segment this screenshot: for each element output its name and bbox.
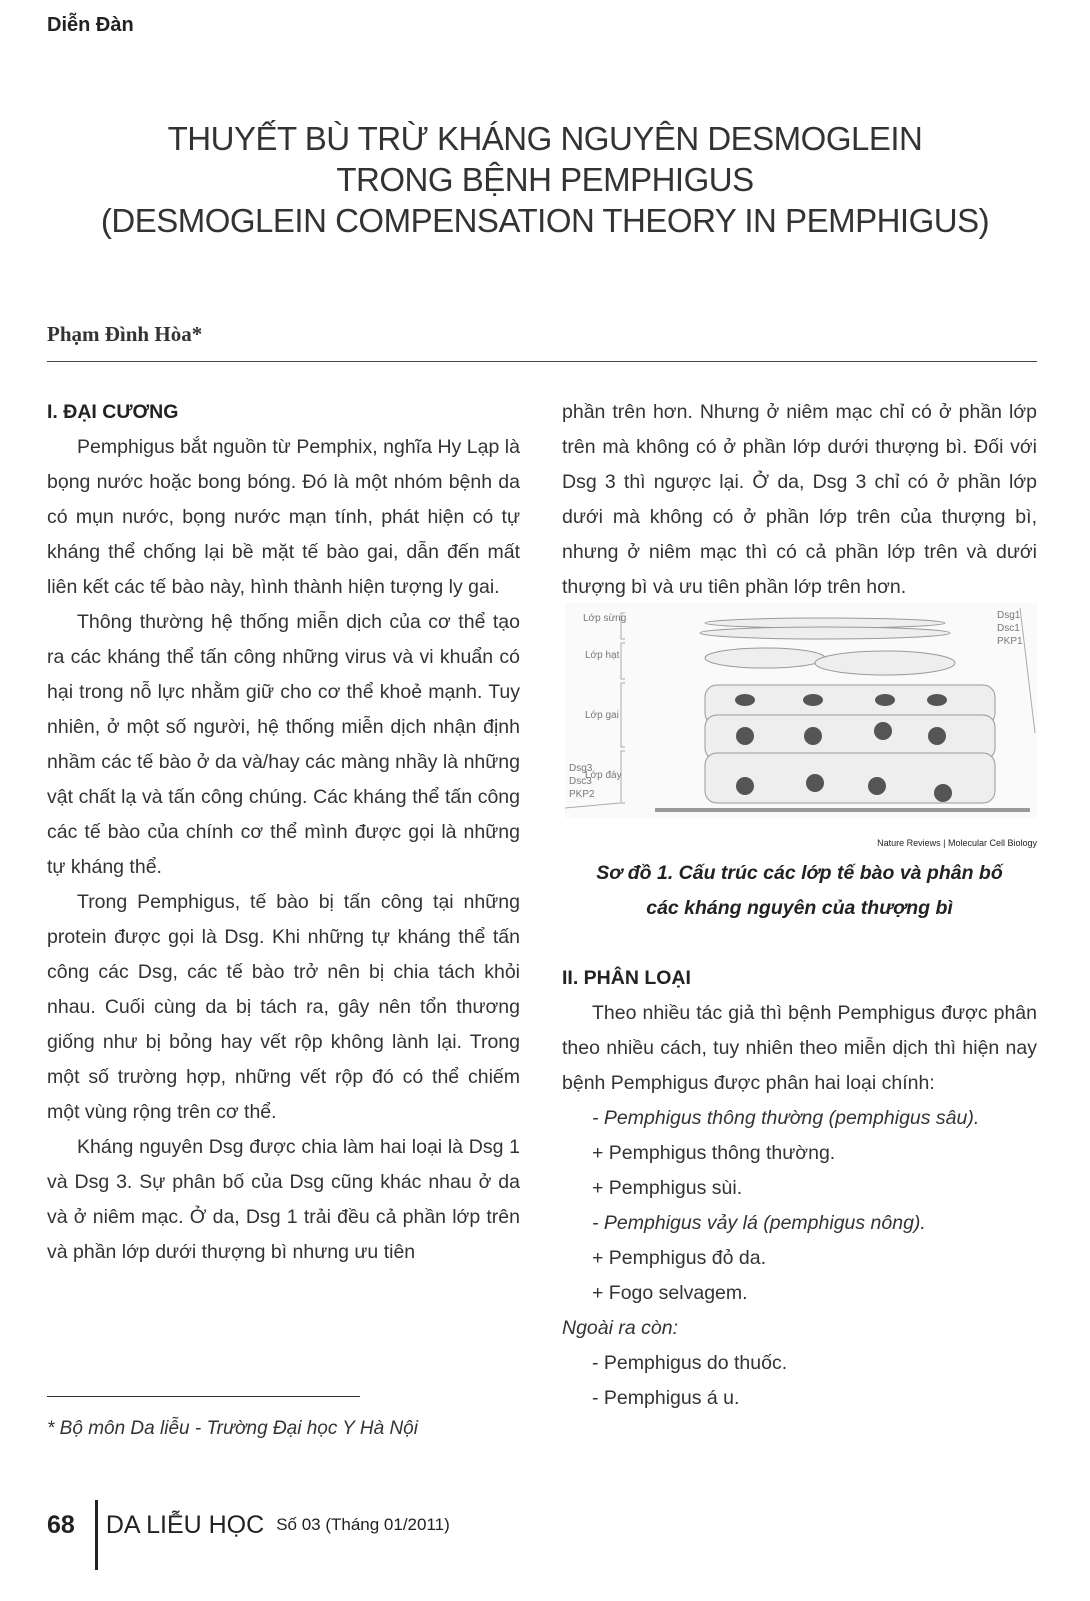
layer-label: Lớp sừng <box>583 613 627 624</box>
other-label: Ngoài ra còn: <box>562 1317 678 1339</box>
paragraph: Theo nhiều tác giả thì bệnh Pemphigus được phân theo nhiều cách, tuy nhiên theo miễn dịch thì hiện nay bệnh Pemphigus được phân hai loại chính: <box>562 1002 1037 1094</box>
title-line: THUYẾT BÙ TRỪ KHÁNG NGUYÊN DESMOGLEIN <box>167 120 923 157</box>
antigen-label: Dsg1 <box>997 610 1021 621</box>
title-line: TRONG BỆNH PEMPHIGUS <box>336 161 754 198</box>
footnote: * Bộ môn Da liễu - Trường Đại học Y Hà Nội <box>47 1418 418 1439</box>
divider <box>47 361 1037 362</box>
page-number: 68 <box>47 1510 75 1539</box>
list-item: - Pemphigus vảy lá (pemphigus nông). <box>592 1212 926 1234</box>
antigen-label: Dsc1 <box>997 623 1020 634</box>
layer-label: Lớp hạt <box>585 650 620 661</box>
title-line: (DESMOGLEIN COMPENSATION THEORY IN PEMPHIGUS) <box>100 202 990 239</box>
footer-divider <box>95 1500 98 1570</box>
paragraph: Thông thường hệ thống miễn dịch của cơ thể tạo ra các kháng thể tấn công những virus và vi khuẩn có hại trong nỗ lực nhằm giữ cho cơ thể khoẻ mạnh. Tuy nhiên, ở một số người, hệ thống miễn dịch nhận định nhầm các tế bào ở da và/hay các màng nhầy là những vật chất lạ và tấn công chúng. Các kháng thể tấn công các tế bào của chính cơ thể mình được gọi là những tự kháng thể. <box>47 611 520 878</box>
paragraph: Kháng nguyên Dsg được chia làm hai loại là Dsg 1 và Dsg 3. Sự phân bố của Dsg cũng khác nhau ở da và ở niêm mạc. Ở da, Dsg 1 trải đều cả phần lớp trên và phần lớp dưới thượng bì nhưng ưu tiên <box>47 1136 520 1263</box>
epidermis-diagram <box>565 603 1037 818</box>
caption-line: Sơ đồ 1. Cấu trúc các lớp tế bào và phân bố <box>596 862 1003 884</box>
section-heading: II. PHÂN LOẠI <box>562 967 691 989</box>
issue-info: Số 03 (Tháng 01/2011) <box>276 1515 450 1534</box>
article-title <box>0 118 1090 241</box>
figure-caption <box>562 856 1037 926</box>
figure-credit: Nature Reviews | Molecular Cell Biology <box>877 838 1037 848</box>
section-heading: I. ĐẠI CƯƠNG <box>47 401 179 423</box>
list-item: + Fogo selvagem. <box>592 1282 748 1304</box>
author: Phạm Đình Hòa* <box>47 322 203 346</box>
paragraph-continuation: phần trên hơn. Nhưng ở niêm mạc chỉ có ở phần lớp trên mà không có ở phần lớp dưới thượng bì. Đối với Dsg 3 thì ngược lại. Ở da, Dsg 3 chỉ có ở phần lớp dưới mà không có ở phần lớp trên của thượng bì, nhưng ở niêm mạc thì có cả phần lớp trên và dưới thượng bì và ưu tiên phần lớp trên hơn. <box>562 401 1037 598</box>
section-tag: Diễn Đàn <box>47 14 134 36</box>
footnote-divider <box>47 1396 360 1397</box>
list-item: - Pemphigus do thuốc. <box>592 1352 788 1374</box>
antigen-label: PKP2 <box>569 789 595 800</box>
list-item: + Pemphigus đỏ da. <box>592 1247 766 1269</box>
list-item: + Pemphigus sùi. <box>592 1177 743 1199</box>
paragraph: Pemphigus bắt nguồn từ Pemphix, nghĩa Hy Lạp là bọng nước hoặc bong bóng. Đó là một nhóm bệnh da có mụn nước, bọng nước mạn tính, phát hiện có tự kháng thể chống lại bề mặt tế bào gai, dẫn đến mất liên kết các tế bào này, hình thành hiện tượng ly gai. <box>47 436 520 598</box>
paragraph: Trong Pemphigus, tế bào bị tấn công tại những protein được gọi là Dsg. Khi những tự kháng thể tấn công các Dsg, các tế bào trở nên bị chia tách khỏi nhau. Cuối cùng da bị tách ra, gây nên tổn thương giống như bị bỏng hay vết rộp không lành lại. Trong một số trường hợp, những vết rộp đó có thể chiếm một vùng rộng trên cơ thể. <box>47 891 520 1123</box>
page-footer <box>47 1500 450 1550</box>
list-item: - Pemphigus á u. <box>592 1387 740 1409</box>
antigen-label: Dsg3 <box>569 763 593 774</box>
caption-line: các kháng nguyên của thượng bì <box>646 897 953 919</box>
left-column <box>47 395 520 1270</box>
antigen-label: PKP1 <box>997 636 1023 647</box>
antigen-label: Dsc3 <box>569 776 592 787</box>
journal-name: DA LIỄU HỌC <box>105 1510 265 1539</box>
layer-label: Lớp gai <box>585 710 619 721</box>
right-column-top <box>562 395 1037 605</box>
layer-label: Lớp đáy <box>585 770 622 781</box>
list-item: + Pemphigus thông thường. <box>592 1142 836 1164</box>
list-item: - Pemphigus thông thường (pemphigus sâu). <box>592 1107 980 1129</box>
right-column-bottom <box>562 961 1037 1416</box>
